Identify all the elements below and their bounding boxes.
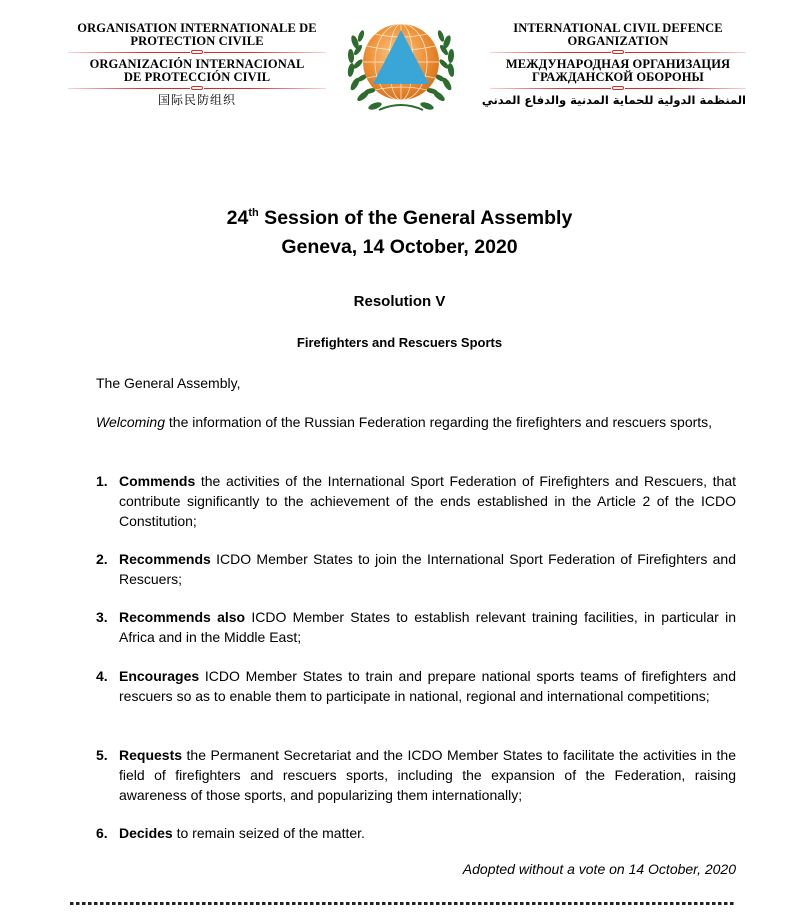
clause-verb: Commends	[119, 473, 196, 489]
divider-ornament-icon	[190, 85, 204, 91]
clause-number: 2.	[96, 551, 108, 567]
clause-verb: Decides	[119, 825, 173, 841]
org-name-french-line-2: PROTECTION CIVILE	[130, 34, 264, 48]
ornamental-divider	[490, 85, 746, 93]
divider-ornament-icon	[190, 49, 204, 55]
divider-ornament-icon	[611, 85, 625, 91]
header-left-organization-names	[68, 22, 326, 107]
resolution-heading: Resolution V	[353, 293, 446, 310]
clause-text: to remain seized of the matter.	[172, 825, 365, 841]
resolution-subject: Firefighters and Rescuers Sports	[296, 335, 503, 350]
org-name-russian-line-2: ГРАЖДАНСКОЙ ОБОРОНЫ	[532, 70, 704, 84]
clause-number: 4.	[96, 668, 108, 684]
welcoming-text: the information of the Russian Federation regarding the firefighters and rescuers sports,	[165, 414, 713, 430]
divider-ornament-icon	[611, 49, 625, 55]
clause-text: ICDO Member States to train and prepare national sports teams of firefighters and rescuers so as to enable them to participate in national, regional and international competitions;	[119, 668, 736, 704]
clause-number: 1.	[96, 473, 108, 489]
clause-verb: Recommends also	[119, 609, 246, 625]
ornamental-divider	[68, 49, 326, 57]
org-name-english-line-2: ORGANIZATION	[567, 34, 669, 48]
preamble-welcoming-paragraph	[71, 412, 736, 432]
clause-text: the activities of the International Sport Federation of Firefighters and Rescuers, that contribute significantly to the achievement of the ends established in the Article 2 of the ICDO Constitution;	[119, 473, 736, 529]
org-name-russian-line-1: МЕЖДУНАРОДНАЯ ОРГАНИЗАЦИЯ	[505, 57, 731, 71]
clause-text: ICDO Member States to establish relevant training facilities, in particular in Africa and in the Middle East;	[119, 609, 736, 645]
org-name-arabic: المنظمة الدولية للحماية المدنية والدفاع المدني	[481, 93, 746, 107]
clause-verb: Encourages	[119, 668, 200, 684]
operative-clause	[96, 607, 736, 647]
operative-clause	[96, 666, 736, 706]
operative-clause	[96, 471, 736, 531]
ornamental-divider	[490, 49, 746, 57]
clause-number: 5.	[96, 747, 108, 763]
adoption-note: Adopted without a vote on 14 October, 2020	[462, 861, 736, 877]
header-right-organization-names	[481, 21, 746, 107]
icdo-emblem-icon	[343, 14, 459, 118]
org-name-spanish-line-2: DE PROTECCIÓN CIVIL	[123, 70, 271, 84]
session-location-date: Geneva, 14 October, 2020	[281, 236, 518, 258]
session-number: 24	[226, 207, 249, 229]
session-title-rest: Session of the General Assembly	[258, 207, 573, 229]
org-name-english-line-1: INTERNATIONAL CIVIL DEFENCE	[513, 21, 723, 35]
session-title	[0, 204, 799, 233]
preamble-addressee: The General Assembly,	[96, 375, 241, 391]
clause-text: the Permanent Secretariat and the ICDO Member States to facilitate the activities in the field of firefighters and rescuers sports, including the expansion of the Federation, raising awareness of those sports, and popularizing them internationally;	[119, 747, 736, 803]
operative-clause	[96, 823, 736, 843]
clause-number: 3.	[96, 609, 108, 625]
clause-verb: Requests	[119, 747, 183, 763]
session-ordinal-suffix: th	[248, 207, 259, 219]
clause-text: ICDO Member States to join the International Sport Federation of Firefighters and Rescuers;	[119, 551, 736, 587]
ornamental-divider	[68, 85, 326, 93]
dotted-separator	[70, 902, 736, 905]
welcoming-verb: Welcoming	[96, 414, 165, 430]
org-name-spanish-line-1: ORGANIZACIÓN INTERNACIONAL	[89, 57, 305, 71]
operative-clause	[96, 549, 736, 589]
org-name-french-line-1: ORGANISATION INTERNATIONALE DE	[77, 21, 317, 35]
org-name-chinese: 国际民防组织	[157, 93, 236, 107]
operative-clause	[96, 745, 736, 805]
clause-verb: Recommends	[119, 551, 211, 567]
clause-number: 6.	[96, 825, 108, 841]
